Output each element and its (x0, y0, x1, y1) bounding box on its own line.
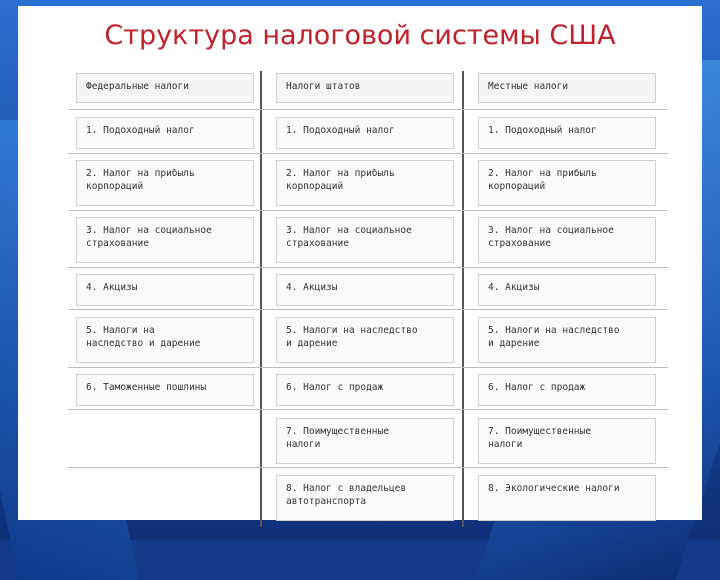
table-cell: 6. Налог с продаж (276, 374, 454, 406)
table-cell: 7. Поимущественные налоги (478, 418, 656, 464)
row-rule (68, 467, 668, 468)
tax-table (68, 67, 682, 527)
row-rule (68, 210, 668, 211)
table-cell: 1. Подоходный налог (478, 117, 656, 149)
table-cell: 4. Акцизы (478, 274, 656, 306)
table-cell: 4. Акцизы (276, 274, 454, 306)
table-cell: 2. Налог на прибыль корпораций (276, 160, 454, 206)
table-cell: 6. Налог с продаж (478, 374, 656, 406)
row-rule (68, 309, 668, 310)
slide-panel (18, 6, 702, 520)
table-cell: 1. Подоходный налог (276, 117, 454, 149)
table-cell: 5. Налоги на наследство и дарение (276, 317, 454, 363)
table-cell: 8. Экологические налоги (478, 475, 656, 521)
column-divider (462, 71, 464, 527)
table-cell: 3. Налог на социальное страхование (76, 217, 254, 263)
table-cell: 3. Налог на социальное страхование (478, 217, 656, 263)
column-divider (260, 71, 262, 527)
header-federal: Федеральные налоги (76, 73, 254, 103)
table-cell: 5. Налоги на наследство и дарение (76, 317, 254, 363)
slide-title: Структура налоговой системы США (104, 20, 616, 51)
table-cell: 5. Налоги на наследство и дарение (478, 317, 656, 363)
table-cell: 6. Таможенные пошлины (76, 374, 254, 406)
table-cell: 1. Подоходный налог (76, 117, 254, 149)
table-cell: 4. Акцизы (76, 274, 254, 306)
header-local: Местные налоги (478, 73, 656, 103)
row-rule (68, 409, 668, 410)
table-cell: 7. Поимущественные налоги (276, 418, 454, 464)
row-rule (68, 153, 668, 154)
row-rule (68, 367, 668, 368)
header-state: Налоги штатов (276, 73, 454, 103)
table-cell: 2. Налог на прибыль корпораций (76, 160, 254, 206)
table-cell: 2. Налог на прибыль корпораций (478, 160, 656, 206)
row-rule (68, 109, 668, 110)
table-cell: 8. Налог с владельцев автотранспорта (276, 475, 454, 521)
table-cell: 3. Налог на социальное страхование (276, 217, 454, 263)
row-rule (68, 267, 668, 268)
